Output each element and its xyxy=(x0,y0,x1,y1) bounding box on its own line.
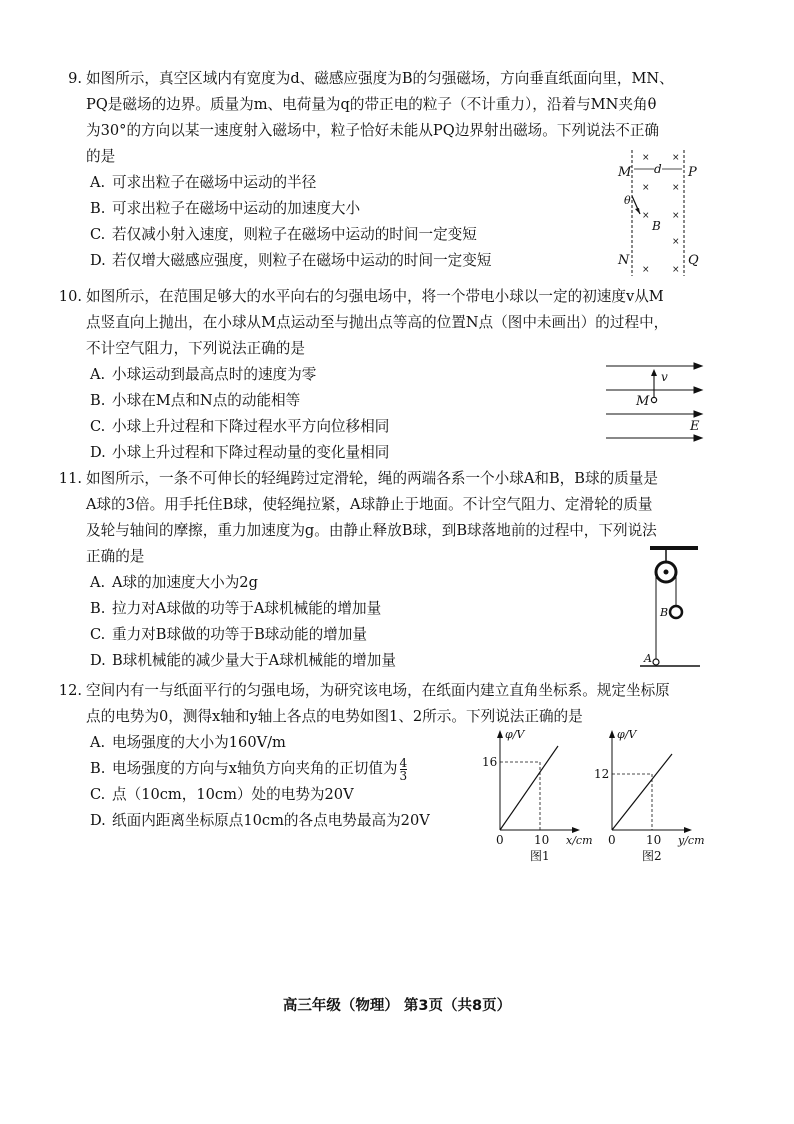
fraction-four-thirds: $\frac{4}{3}$ xyxy=(399,755,408,783)
option-b: B. 拉力对A球做的功等于A球机械能的增加量 xyxy=(90,600,382,617)
x-axis-arrowhead xyxy=(684,827,692,833)
option-a: A. 小球运动到最高点时的速度为零 xyxy=(90,366,317,383)
potential-line xyxy=(612,754,672,830)
label-e: E xyxy=(690,419,700,434)
option-a: A. 可求出粒子在磁场中运动的半径 xyxy=(90,174,317,191)
graph-caption: 图1 xyxy=(530,849,550,863)
label-b: B xyxy=(660,606,669,619)
option-d: D. 小球上升过程和下降过程动量的变化量相同 xyxy=(90,444,390,461)
cross-mark: × xyxy=(672,211,680,221)
question-stem-line: 如图所示，一条不可伸长的轻绳跨过定滑轮，绳的两端各系一个小球A和B，B球的质量是 xyxy=(86,470,658,487)
pulley-figure xyxy=(640,546,702,672)
option-d: D. 若仅增大磁感应强度，则粒子在磁场中运动的时间一定变短 xyxy=(90,252,492,269)
ball-b xyxy=(670,606,682,618)
label-m: M xyxy=(618,165,632,180)
cross-mark: × xyxy=(642,265,650,275)
question-stem-line: 空间内有一与纸面平行的匀强电场，为研究该电场，在纸面内建立直角坐标系。规定坐标原 xyxy=(86,682,670,699)
question-stem-line: PQ是磁场的边界。质量为m、电荷量为q的带正电的粒子（不计重力），沿着与MN夹角θ xyxy=(86,96,657,113)
label-a: A xyxy=(644,652,652,665)
initial-velocity-arrowhead xyxy=(651,369,657,376)
label-p: P xyxy=(688,165,697,180)
option-c: C. 点（10cm，10cm）处的电势为20V xyxy=(90,786,354,803)
option-b: B. 小球在M点和N点的动能相等 xyxy=(90,392,301,409)
question-stem-line: 点竖直向上抛出，在小球从M点运动至与抛出点等高的位置N点（图中未画出）的过程中， xyxy=(86,314,669,331)
y-tick-label: 12 xyxy=(594,767,610,781)
option-c: C. 若仅减小射入速度，则粒子在磁场中运动的时间一定变短 xyxy=(90,226,477,243)
ball-a xyxy=(653,659,659,665)
charged-ball xyxy=(651,397,656,402)
question-stem-line: 如图所示，在范围足够大的水平向右的匀强电场中，将一个带电小球以一定的初速度v从M xyxy=(86,288,664,305)
label-n: N xyxy=(618,253,630,268)
question-stem-line: 为30°的方向以某一速度射入磁场中，粒子恰好未能从PQ边界射出磁场。下列说法不正确 xyxy=(86,122,660,139)
question-stem-line: 如图所示，真空区域内有宽度为d、磁感应强度为B的匀强磁场，方向垂直纸面向里，MN、 xyxy=(86,70,674,87)
label-m: M xyxy=(636,394,650,409)
cross-mark: × xyxy=(672,183,680,193)
potential-line xyxy=(500,746,558,830)
question-number: 10. xyxy=(58,288,82,305)
x-tick-label: 10 xyxy=(646,833,662,847)
question-number: 9. xyxy=(68,70,82,87)
x-axis-arrowhead xyxy=(572,827,580,833)
field-line-arrowhead xyxy=(694,363,702,369)
question-stem-line: 及轮与轴间的摩擦，重力加速度为g。由静止释放B球，到B球落地前的过程中，下列说法 xyxy=(86,522,657,539)
option-b: B. 电场强度的方向与x轴负方向夹角的正切值为 $\frac{4}{3}$ xyxy=(90,755,408,783)
x-axis-label: x/cm xyxy=(566,834,593,847)
field-line-arrowhead xyxy=(694,387,702,393)
ceiling xyxy=(650,546,698,550)
cross-mark: × xyxy=(672,237,680,247)
origin-label: 0 xyxy=(608,833,616,847)
y-axis-arrowhead xyxy=(609,730,615,738)
graph-caption: 图2 xyxy=(642,849,662,863)
velocity-arrowhead xyxy=(635,208,640,214)
cross-mark: × xyxy=(642,211,650,221)
option-b: B. 可求出粒子在磁场中运动的加速度大小 xyxy=(90,200,361,217)
y-axis-label: φ/V xyxy=(617,728,637,741)
label-b: B xyxy=(652,219,661,233)
origin-label: 0 xyxy=(496,833,504,847)
option-c: C. 重力对B球做的功等于B球动能的增加量 xyxy=(90,626,367,643)
option-c: C. 小球上升过程和下降过程水平方向位移相同 xyxy=(90,418,390,435)
label-d: d xyxy=(654,162,662,176)
field-line-arrowhead xyxy=(694,411,702,417)
y-axis-label: φ/V xyxy=(505,728,525,741)
potential-graph-1 xyxy=(478,726,598,866)
question-stem-line: 点的电势为0，测得x轴和y轴上各点的电势如图1、2所示。下列说法正确的是 xyxy=(86,708,583,725)
question-11 xyxy=(58,466,658,674)
question-stem-line: 正确的是 xyxy=(86,548,145,565)
y-tick-label: 16 xyxy=(482,755,498,769)
x-tick-label: 10 xyxy=(534,833,550,847)
magnetic-field-figure xyxy=(612,148,712,278)
label-theta: θ xyxy=(624,194,631,207)
question-stem-line: 不计空气阻力，下列说法正确的是 xyxy=(86,340,305,357)
option-a: A. A球的加速度大小为2g xyxy=(90,574,258,591)
question-stem-line: 的是 xyxy=(86,148,116,165)
option-d: D. 纸面内距离坐标原点10cm的各点电势最高为20V xyxy=(90,812,430,829)
option-a: A. 电场强度的大小为160V/m xyxy=(90,734,286,751)
x-axis-label: y/cm xyxy=(678,834,705,847)
pulley-axle xyxy=(664,570,669,575)
electric-field-figure xyxy=(606,358,706,444)
cross-mark: × xyxy=(672,265,680,275)
question-number: 12. xyxy=(58,682,82,699)
field-line-arrowhead xyxy=(694,435,702,441)
label-v: v xyxy=(661,370,668,384)
question-number: 11. xyxy=(58,470,82,487)
label-q: Q xyxy=(688,253,699,268)
question-10 xyxy=(58,284,669,466)
potential-graph-2 xyxy=(590,726,710,866)
y-axis-arrowhead xyxy=(497,730,503,738)
cross-mark: × xyxy=(642,183,650,193)
question-stem-line: A球的3倍。用手托住B球，使轻绳拉紧，A球静止于地面。不计空气阻力、定滑轮的质量 xyxy=(86,496,653,513)
option-d: D. B球机械能的减少量大于A球机械能的增加量 xyxy=(90,652,396,669)
page-footer: 高三年级（物理） 第3页（共8页） xyxy=(282,998,512,1014)
question-9 xyxy=(68,66,674,274)
cross-mark: × xyxy=(672,153,680,163)
cross-mark: × xyxy=(642,153,650,163)
